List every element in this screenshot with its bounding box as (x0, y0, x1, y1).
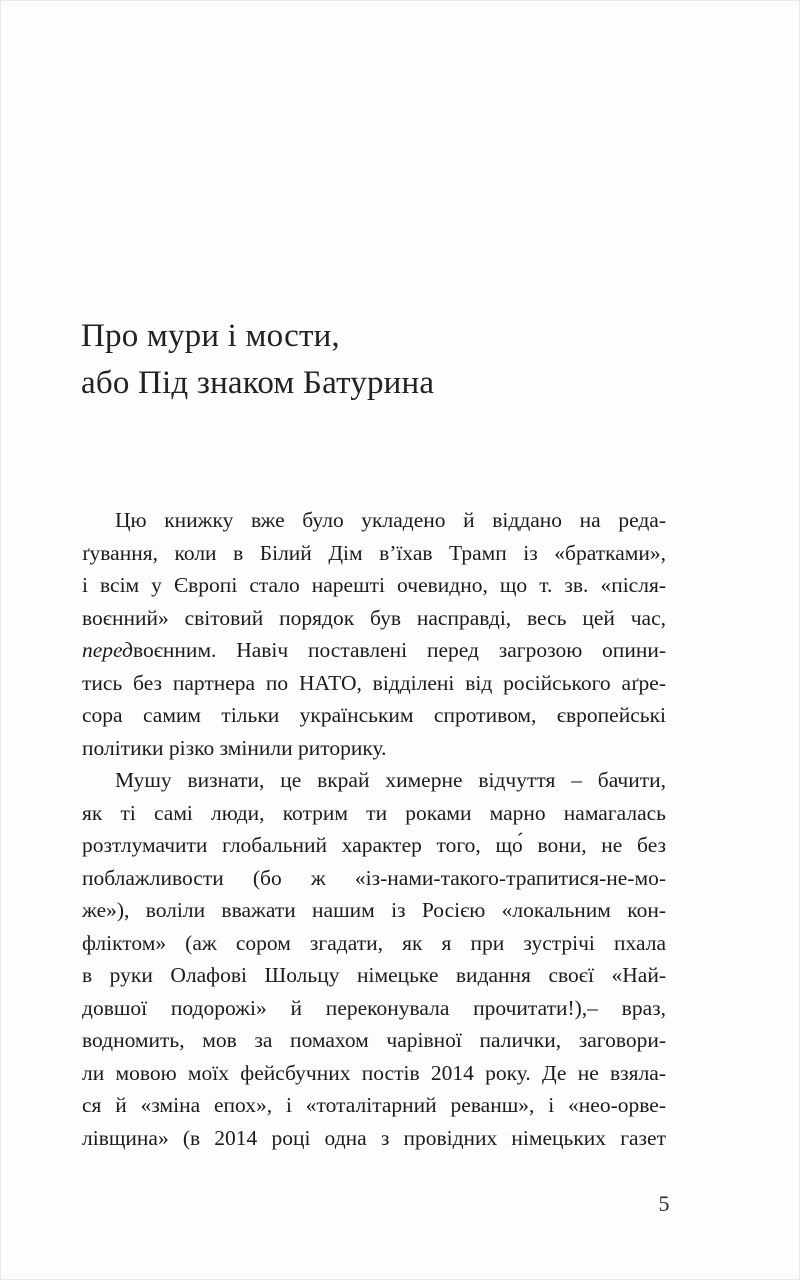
text-line: водномить, мов за помахом чарівної палички, заговори- (82, 1028, 666, 1052)
text-line: лівщина» (в 2014 році одна з провідних німецьких газет (82, 1125, 666, 1150)
chapter-title-line-2: або Під знаком Батурина (81, 365, 435, 401)
text-line: розтлумачити глобальний характер того, що́ вони, не без (82, 833, 666, 857)
text-line: ся й «зміна епох», і «тоталітарний реванш», і «нео-орве- (82, 1093, 666, 1117)
page-number: 5 (658, 1191, 670, 1216)
text-line: Цю книжку вже було укладено й віддано на реда- (115, 508, 666, 532)
text-line: Мушу визнати, це вкрай химерне відчуття – бачити, (115, 768, 666, 792)
text-line: поблажливости (бо ж «із-нами-такого-трапитися-не-мо- (82, 865, 666, 890)
text-line: в руки Олафові Шольцу німецьке видання своєї «Най- (82, 963, 666, 987)
text-line: як ті самі люди, котрим ти роками марно намагалась (82, 800, 666, 825)
text-line-remainder: воєнним. Навіч поставлені перед загрозою опини- (132, 638, 666, 662)
text-line: довшої подорожі» й переконувала прочитати!),– враз, (82, 995, 666, 1020)
text-line: ґування, коли в Білий Дім в’їхав Трамп із «братками», (82, 540, 666, 565)
body-text (82, 504, 666, 1154)
text-line: воєнний» світовий порядок був насправді, весь цей час, (82, 605, 666, 630)
chapter-title-line-1: Про мури і мости, (81, 318, 340, 354)
text-line: ли мовою моїх фейсбучних постів 2014 року. Де не взяла- (82, 1060, 666, 1085)
chapter-title (81, 313, 434, 407)
text-line: сора самим тільки українським спротивом, європейські (82, 703, 666, 727)
emphasized-word: перед (82, 638, 133, 662)
text-line: і всім у Європі стало нарешті очевидно, що т. зв. «після- (82, 573, 666, 597)
text-line-with-emphasis (82, 634, 666, 667)
text-line: політики різко змінили риторику. (82, 735, 387, 760)
text-line: фліктом» (аж сором згадати, як я при зустрічі пхала (82, 930, 666, 955)
text-line: тись без партнера по НАТО, відділені від російського аґре- (82, 670, 666, 695)
text-line: же»), воліли вважати нашим із Росією «локальним кон- (82, 898, 666, 922)
